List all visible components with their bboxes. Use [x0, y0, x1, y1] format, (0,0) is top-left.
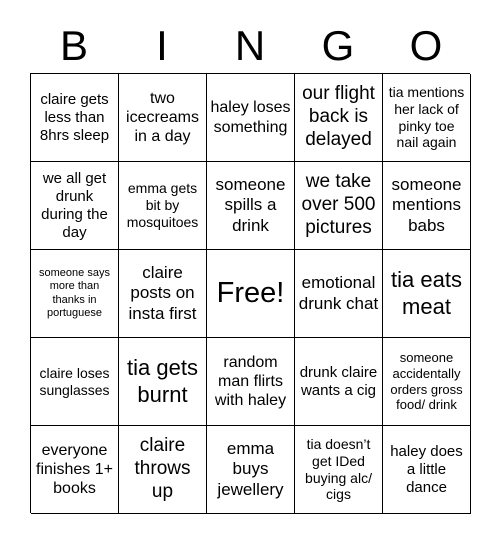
bingo-cell[interactable]: claire loses sunglasses	[31, 338, 119, 426]
header-letter-n: N	[234, 22, 266, 69]
bingo-cell[interactable]: someone mentions babs	[383, 162, 471, 250]
bingo-cell[interactable]: tia doesn’t get IDed buying alc/ cigs	[295, 426, 383, 514]
bingo-cell[interactable]: tia gets burnt	[119, 338, 207, 426]
bingo-cell[interactable]: tia eats meat	[383, 250, 471, 338]
bingo-cell[interactable]: someone spills a drink	[207, 162, 295, 250]
bingo-cell[interactable]: claire throws up	[119, 426, 207, 514]
header-letter-g: G	[321, 22, 355, 69]
bingo-cell[interactable]: we take over 500 pictures	[295, 162, 383, 250]
bingo-cell[interactable]: haley does a little dance	[383, 426, 471, 514]
header-letter-i: I	[156, 22, 168, 69]
bingo-cell[interactable]: two icecreams in a day	[119, 74, 207, 162]
header-letter-o: O	[409, 22, 443, 69]
bingo-cell[interactable]: everyone finishes 1+ books	[31, 426, 119, 514]
bingo-cell[interactable]: someone accidentally orders gross food/ drink	[383, 338, 471, 426]
bingo-cell[interactable]: we all get drunk during the day	[31, 162, 119, 250]
bingo-cell[interactable]: claire posts on insta first	[119, 250, 207, 338]
header-letter-b: B	[59, 22, 88, 69]
bingo-cell[interactable]: claire gets less than 8hrs sleep	[31, 74, 119, 162]
bingo-cell[interactable]: emma buys jewellery	[207, 426, 295, 514]
bingo-cell[interactable]: random man flirts with haley	[207, 338, 295, 426]
bingo-cell[interactable]: our flight back is delayed	[295, 74, 383, 162]
bingo-cell[interactable]: emma gets bit by mosquitoes	[119, 162, 207, 250]
bingo-cell[interactable]: haley loses something	[207, 74, 295, 162]
bingo-cell[interactable]: drunk claire wants a cig	[295, 338, 383, 426]
bingo-header	[30, 22, 470, 70]
bingo-cell[interactable]: tia mentions her lack of pinky toe nail again	[383, 74, 471, 162]
bingo-cell[interactable]: someone says more than thanks in portuguese	[31, 250, 119, 338]
bingo-board	[30, 73, 470, 513]
bingo-cell-free[interactable]: Free!	[207, 250, 295, 338]
bingo-cell[interactable]: emotional drunk chat	[295, 250, 383, 338]
